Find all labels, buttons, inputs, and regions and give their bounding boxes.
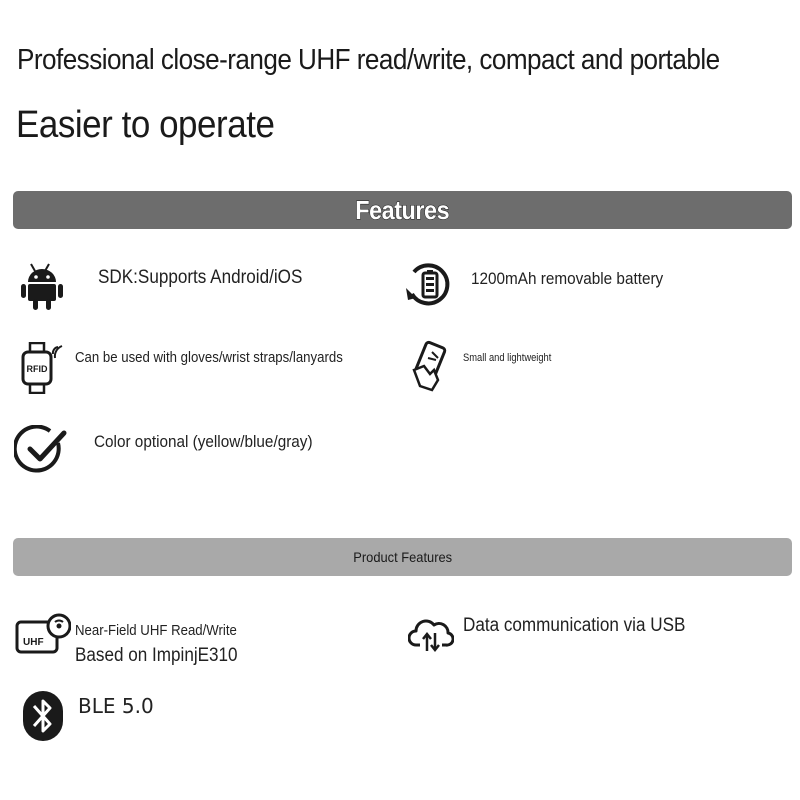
- product-label-uhf-line1: Near-Field UHF Read/Write: [75, 622, 237, 639]
- features-title: Features: [355, 194, 450, 225]
- cloud-transfer-icon: [408, 615, 454, 653]
- headline: Professional close-range UHF read/write, compact and portable: [17, 44, 720, 76]
- product-label-usb: Data communication via USB: [463, 615, 686, 636]
- rfid-wristband-icon: [20, 342, 64, 394]
- feature-label-lightweight: Small and lightweight: [463, 352, 552, 364]
- feature-label-battery: 1200mAh removable battery: [471, 269, 664, 288]
- feature-label-sdk: SDK:Supports Android/iOS: [98, 267, 303, 288]
- product-features-title: Product Features: [353, 549, 452, 565]
- handheld-device-icon: [410, 340, 452, 394]
- checkmark-circle-icon: [14, 425, 74, 475]
- feature-label-gloves: Can be used with gloves/wrist straps/lanyards: [75, 349, 343, 366]
- bluetooth-icon: [22, 690, 64, 742]
- android-icon: [20, 262, 64, 312]
- product-label-uhf-line2: Based on ImpinjE310: [75, 645, 238, 666]
- product-label-ble: BLE 5.0: [78, 694, 154, 718]
- subhead: Easier to operate: [16, 104, 275, 146]
- product-features-bar: [13, 538, 792, 576]
- battery-icon: [404, 262, 456, 308]
- svg-text:UHF: UHF: [23, 637, 44, 648]
- features-bar: [13, 191, 792, 229]
- uhf-card-icon: [15, 612, 71, 656]
- svg-text:RFID: RFID: [26, 364, 48, 374]
- feature-label-color: Color optional (yellow/blue/gray): [94, 432, 313, 451]
